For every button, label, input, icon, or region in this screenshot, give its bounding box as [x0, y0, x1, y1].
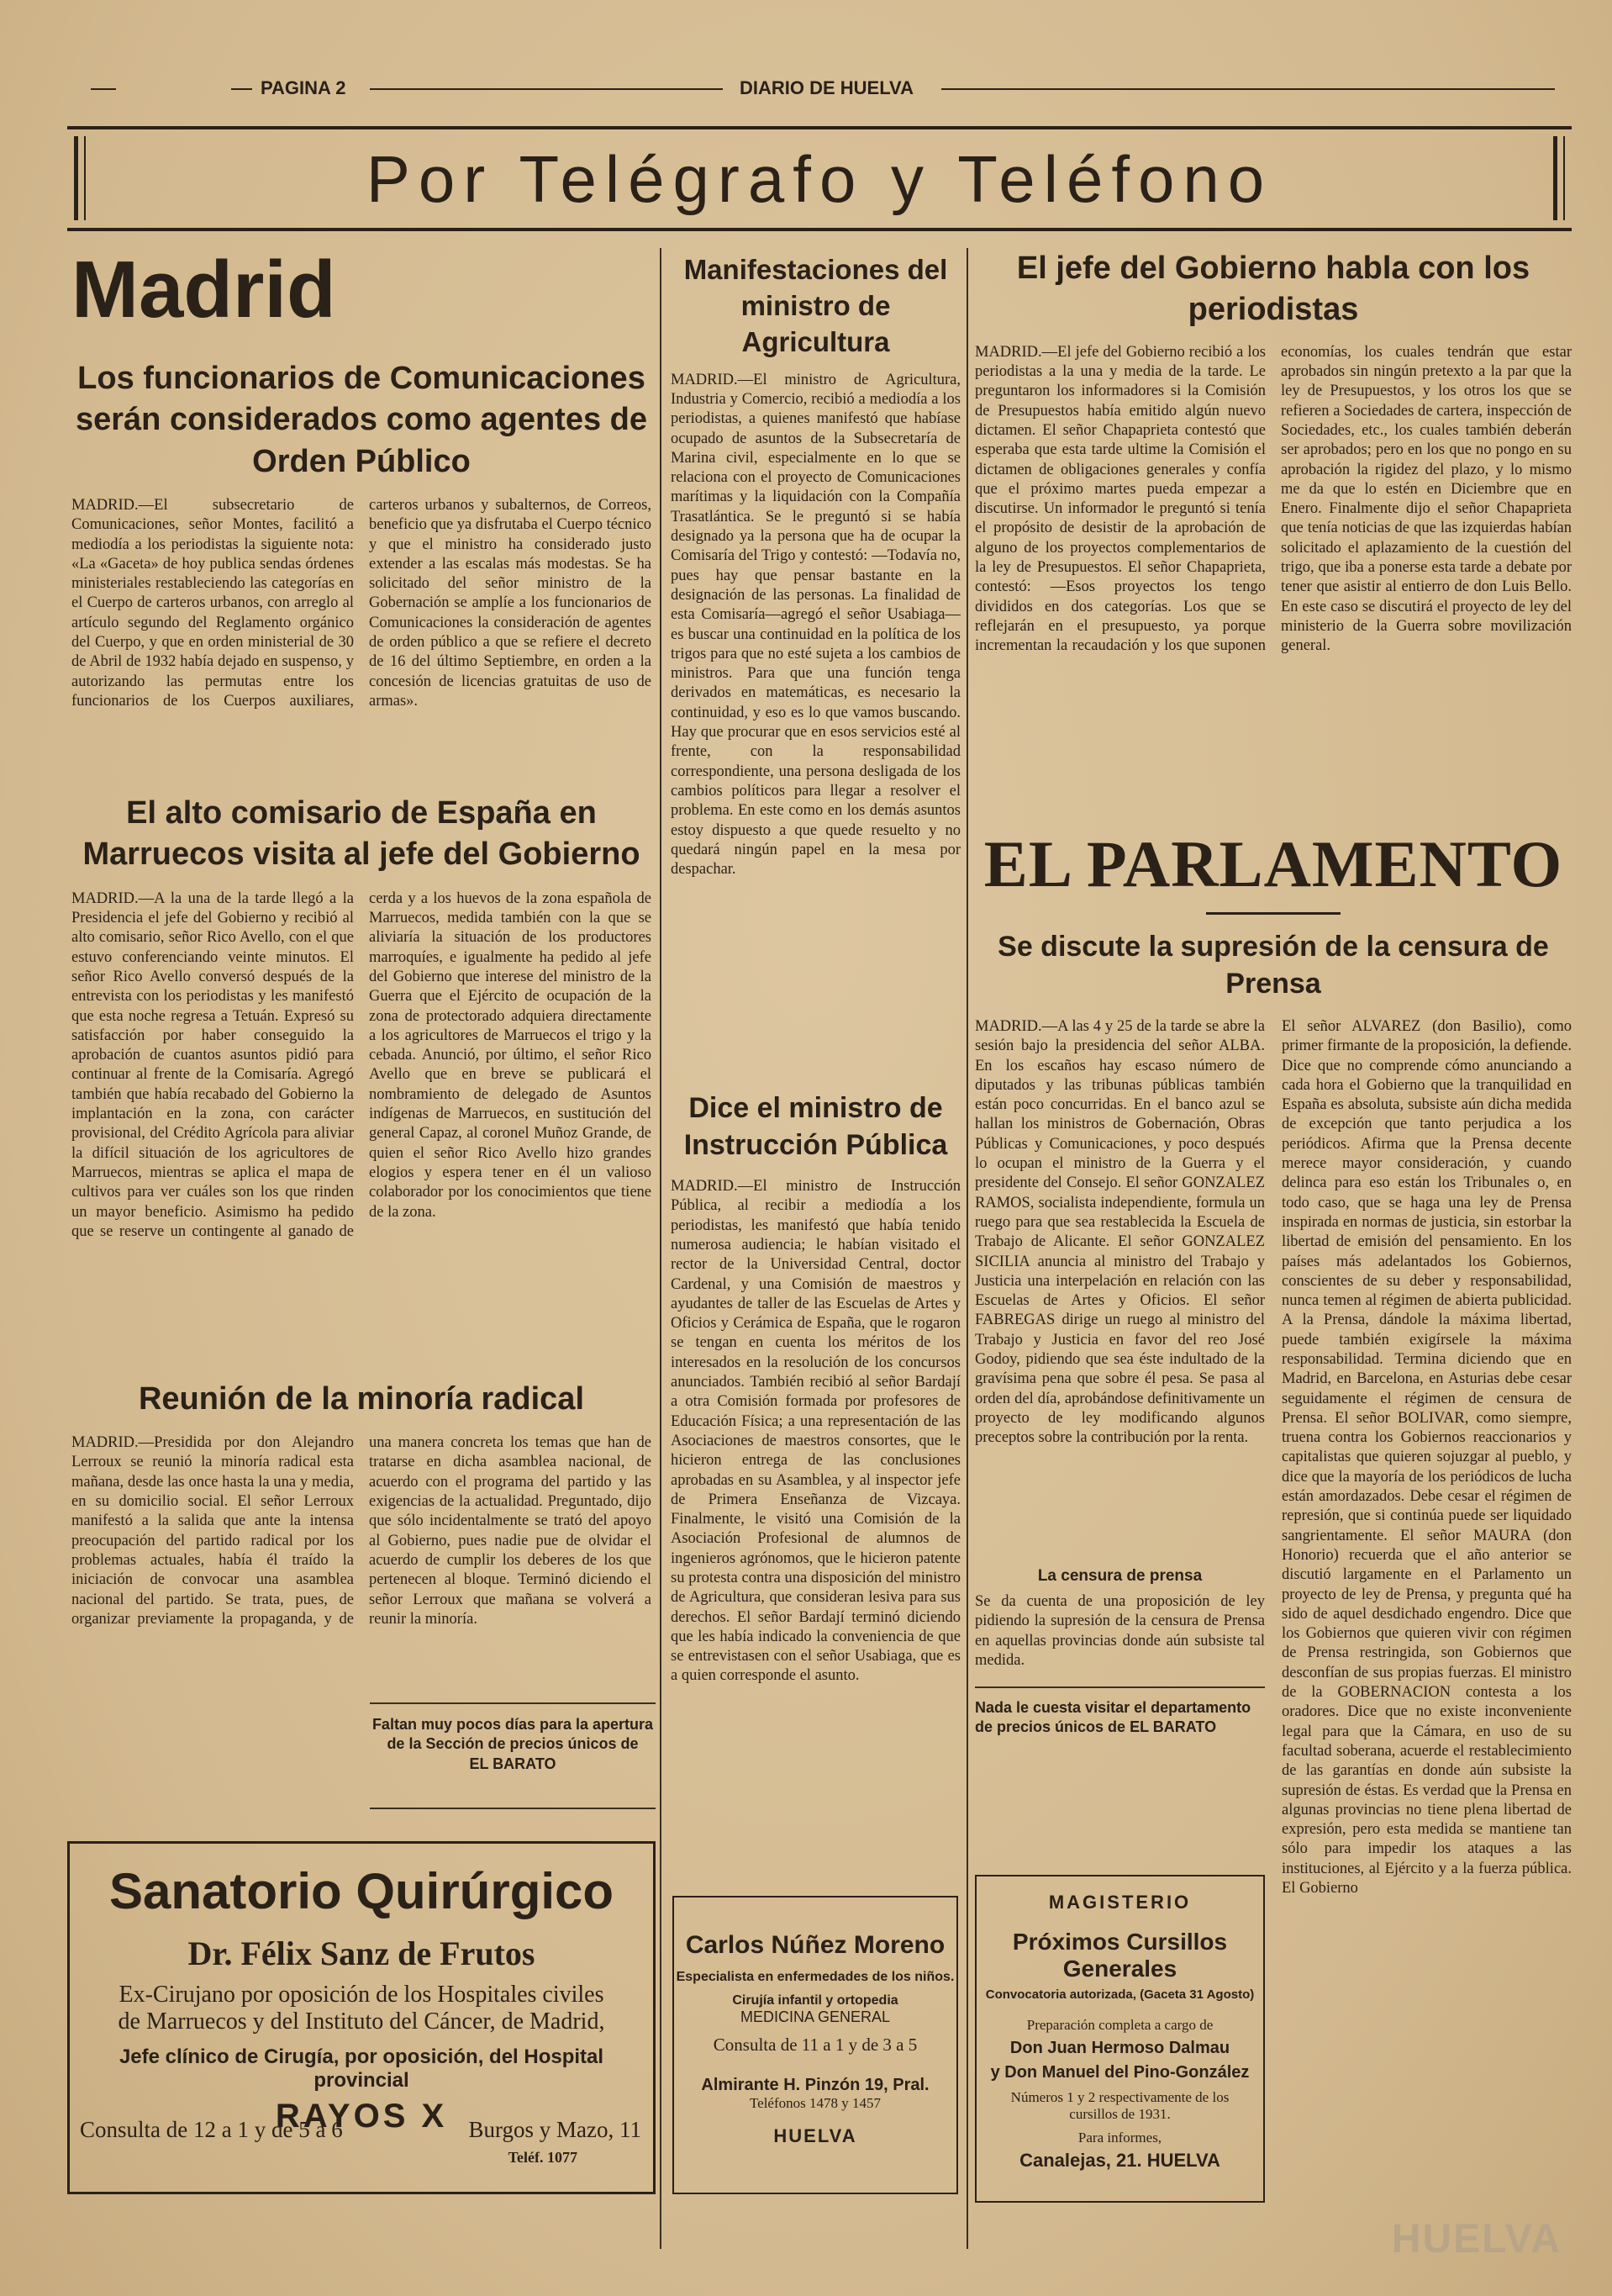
middle-column: [671, 252, 961, 1892]
article-parlamento-cont: El señor ALVAREZ (don Basilio), como primer firmante de la proposición, la defiende. Dice que no comprende cómo anunciando a cada hora el Gobierno que la tranquilidad en España es absoluta, subsiste aún dicha medida de excepción que tanto perjudica a los periódicos. Afirma que la Prensa decente merece mayor consideración, y cuando delinca para eso están los Tribunales o, en todo caso, que se haga una ley de Prensa inspirada en normas de justicia, sin estorbar la libertad de emisión del pensamiento. En los países más adelantados los Gobiernos, conscientes de su deber y responsabilidad, nunca temen al régimen de abierta publicidad. A la Prensa, dándole la máxima libertad, puede también exigírsele la máxima responsabilidad. Termina diciendo que en Madrid, en Barcelona, en Asturias debe cesar seguidamente el régimen de censura de Prensa. El señor BOLIVAR, como siempre, truena contra los Gobiernos reaccionarios y capitalistas que quieren sojuzgar al pueblo, y dice que la mayoría de los periódicos de lucha están amordazados. Debe cesar el régimen de represión, que si continúa puede ser liquidado sangrientamente. El señor MAURA (don Honorio) recuerda que el año anterior se discutió largamente en el Parlamento un proyecto de ley de Prensa, y pregunta qué ha sido de aquel desdichado engendro. Dice que los Gobiernos que quieren vivir con régimen de Prensa restringida, son Gobiernos que desconfían de sus propias fuerzas. El ministro de la GOBERNACION contesta a los oradores. Dice que no existe inconveniente legal para que la Cámara, en uso de su facultad soberana, acuerde el restablecimiento de las garantías en donde aún subsiste la supresión de éstas. Es verdad que la Prensa en algunas provincias no tiene plena libertad de expresión, pero esta medida se mantiene tan sólo para impedir los ataques a las instituciones, al Ejército y a la fuerza pública. El Gobierno: [1282, 1017, 1572, 1897]
title-rule: [1206, 912, 1341, 915]
ad-numbers: Números 1 y 2 respectivamente de los cursillos de 1931.: [1010, 2089, 1230, 2122]
column-rule: [967, 248, 968, 2249]
ad-spec: Especialista en enfermedades de los niños.: [676, 1970, 955, 1984]
ad-spec: MEDICINA GENERAL: [740, 2008, 891, 2025]
headline-minoria-radical: Reunión de la minoría radical: [138, 1380, 584, 1417]
ad-line: Jefe clínico de Cirugía, por oposición, del Hospital provincial: [119, 2045, 604, 2092]
ad-rayos: RAYOS X: [275, 2098, 448, 2135]
section-title-parlamento: EL PARLAMENTO: [983, 826, 1563, 900]
notice-rule: [370, 1808, 656, 1809]
ad-convocatoria: Convocatoria autorizada, (Gaceta 31 Agosto): [985, 1987, 1255, 2002]
article-parlamento: MADRID.—A las 4 y 25 de la tarde se abre la sesión bajo la presidencia del señor ALBA. En los escaños hay escaso número de diputados y las tribunas públicas también están poco concurridas. En el banco azul se hallan los ministros de Gobernación, Obras Públicas y Comunicaciones, y poco después lo ocupan el ministro de la Guerra y el presidente del Consejo. El señor GONZALEZ RAMOS, socialista independiente, formula un ruego para que sea restablecida la Escuela de Trabajo de Alicante. El señor GONZALEZ SICILIA anuncia al ministro del Trabajo y Justicia una interpelación en relación con las Escuelas de Artes y Oficios. El señor FABREGAS dirige un ruego al ministro del Trabajo y Justicia en favor del reo José Godoy, pidiendo que sea éste indultado de la gravísima pena que sobre él pesa. Se pasa al orden del día, aprobándose definitivamente un proyecto de ley modificando algunos preceptos sobre la contribución por la renta.: [975, 1017, 1265, 1447]
banner-ornament: [74, 136, 86, 220]
banner-title: Por Telégrafo y Teléfono: [366, 142, 1273, 216]
ad-teacher: y Don Manuel del Pino-González: [990, 2063, 1250, 2082]
notice-rule: [370, 1702, 656, 1704]
column-rule: [660, 248, 661, 2249]
article-jefe-gobierno: MADRID.—El jefe del Gobierno recibió a los periodistas a la una y media de la tarde. Le preguntaron los informadores si la Comisión de Presupuestos había emitido algún nuevo dictamen. El señor Chapaprieta contestó que esperaba que esta tarde ultime la Comisión el dictamen de obligaciones generales y confía que el próximo martes pueda empezar a discutirse. Un informador le preguntó si tenía el propósito de desistir de la aprobación de alguno de los proyectos complementarios de la ley de Presupuestos. El señor Chapaprieta, contestó: —Esos proyectos los tengo divididos en dos categorías. Los que se reflejarán en el presupuesto, ya porque incrementan la recaudación y los que suponen economías, los cuales tendrán que estar aprobados sin ningún pretexto a la par que la ley de Presupuestos, y los otros los que se refieren a Sociedades de cartera, inspección de Sociedades, etc., los cuales también deberán ser aprobados; pero en los que no pongo en su aprobación la rigidez del plazo, y lo mismo me da que lo estén en Diciembre que en Enero. Finalmente dijo el señor Chapaprieta que tenía noticias de que las izquierdas habían solicitado el aplazamiento de la cuestión del trigo, que iba a ponerse esta tarde a debate por tener que asistir al entierro de don Luis Bello. En este caso se discutirá el proyecto de ley del ministerio de la Guerra sobre movilización general.: [975, 343, 1572, 655]
headline-jefe-gobierno: El jefe del Gobierno habla con los periodistas: [1016, 251, 1530, 328]
ad-spec: Cirujía infantil y ortopedia: [732, 1993, 898, 2008]
ad-line: de Marruecos y del Instituto del Cáncer, de Madrid,: [118, 2008, 605, 2035]
notice-el-barato-2: [975, 1698, 1265, 1738]
head-rule: [941, 88, 1555, 90]
ad-magisterio: [975, 1875, 1265, 2203]
banner-ornament: [1553, 136, 1565, 220]
ad-address: Burgos y Mazo, 11: [468, 2117, 641, 2142]
ad-title: MAGISTERIO: [1048, 1892, 1192, 1913]
headline-instruccion: Dice el ministro de Instrucción Pública: [683, 1091, 948, 1161]
running-head: [67, 77, 1572, 103]
ad-hours: Consulta de 11 a 1 y de 3 a 5: [713, 2035, 918, 2055]
notice-text: Faltan muy pocos días para la apertura de la Sección de precios únicos de: [371, 1716, 654, 1753]
page-number: PAGINA 2: [261, 77, 346, 98]
ad-heading: Próximos Cursillos Generales: [1012, 1929, 1228, 1982]
headline-alto-comisario: El alto comisario de España en Marruecos visita al jefe del Gobierno: [82, 794, 640, 873]
ad-address: Almirante H. Pinzón 19, Pral.: [701, 2076, 930, 2094]
archive-watermark: HUELVA: [1391, 2217, 1562, 2262]
head-rule: [91, 88, 116, 90]
ad-hours: Consulta de 12 a 1 y de 5 a 6: [80, 2117, 343, 2142]
article-minoria-radical: MADRID.—Presidida por don Alejandro Lerroux se reunió la minoría radical esta mañana, desde las once hasta la una y media, en su domicilio social. El señor Lerroux manifestó a la salida que ante la intensa preocupación del partido radical por los problemas actuales, había él traído la iniciación de convocar una asamblea nacional del partido. Se trata, pues, de organizar previamente la propaganda, y de una manera concreta los temas que han de tratarse en dicha asamblea nacional, de acuerdo con el programa del partido y las exigencias de la actualidad. Preguntado, dijo que sólo incidentalmente se trató del apoyo al Gobierno, pues nadie pue de olvidar el acuerdo de cumplir los deberes de los que pertenecen al bloque. Terminó diciendo el señor Lerroux que mañana se volverá a reunir la minoría.: [71, 1434, 651, 1628]
ad-prep: Preparación completa a cargo de: [1026, 2017, 1214, 2033]
notice-el-barato-1: [370, 1715, 656, 1774]
headline-comunicaciones: Los funcionarios de Comunicaciones serán considerados como agentes de Orden Público: [75, 360, 647, 479]
ad-info: Para informes,: [1077, 2130, 1162, 2146]
head-rule: [370, 88, 723, 90]
notice-text: Nada le cuesta visitar el departamento de precios únicos de: [975, 1698, 1251, 1736]
subhead-censura: La censura de prensa: [1037, 1566, 1203, 1585]
ad-city: HUELVA: [773, 2125, 857, 2146]
section-title-madrid: Madrid: [71, 248, 336, 335]
section-banner: [67, 126, 1572, 231]
ad-title: Sanatorio Quirúrgico: [108, 1863, 614, 1919]
ad-teacher: Don Juan Hermoso Dalmau: [1009, 2039, 1230, 2057]
headline-censura: Se discute la supresión de la censura de Prensa: [998, 930, 1549, 1000]
headline-agricultura: Manifestaciones del ministro de Agricultura: [683, 254, 948, 357]
notice-rule: [975, 1686, 1265, 1688]
ad-address: Canalejas, 21. HUELVA: [1019, 2150, 1220, 2171]
article-instruccion: MADRID.—El ministro de Instrucción Pública, al recibir a mediodía a los periodistas, les manifestó que había tenido numerosa audiencia; le habían visitado el rector de la Universidad Central, doctor Cardenal, y una Comisión de maestros y ayudantes de taller de las Escuelas de Artes y Oficios y Cerámica de España, que le rogaron se tengan en cuenta los méritos de los interesados en la resolución de los concursos anunciados. También recibió al señor Bardají a otra Comisión formada por profesores de Educación Física; a una representación de las Asociaciones de maestros consortes, que le hicieron entrega de las conclusiones aprobadas en su Asamblea, y al inspector jefe de Primera Enseñanza de Vizcaya. Finalmente, le visitó una Comisión de la Asociación Profesional de alumnos de ingenieros agrónomos, que le hicieron patente su protesta contra una disposición del ministro de Agricultura, que consideran lesiva para sus derechos. El señor Bardají terminó diciendo que les había indicado la conveniencia de que se entrevistasen con el señor Usabiaga, que es a quien corresponde el asunto.: [671, 1178, 961, 1685]
ad-doctor: Dr. Félix Sanz de Frutos: [187, 1934, 535, 1972]
notice-brand: EL BARATO: [1130, 1718, 1217, 1736]
article-agricultura: MADRID.—El ministro de Agricultura, Industria y Comercio, recibió a mediodía a los periodistas, a quienes manifestó que habíase ocupado de asuntos de la Subsecretaría de Marina civil, especialmente en lo que se relaciona con el proyecto de Comunicaciones marítimas y la liquidación con la Compañía Trasatlántica. Se le preguntó si se había designado ya la persona que ha de ocupar la Comisaría del Trigo y contestó: —Todavía no, pues hay que pensar bastante en la designación de las personas. La finalidad de esta Comisaría—agregó el señor Usabiaga—es buscar una continuidad en la política de los trigos para que no esté sujeta a los cambios de ministros. Para que una función tenga derivados en matemáticas, es necesario la continuidad, y eso es lo que vamos buscando. Hay que procurar que en esos servicios esté al frente, con la responsabilidad correspondiente, una persona desligada de los cambios políticos para llegar a resolver el problema. En este como en los demás asuntos estoy dispuesto a que quede resuelto y no quedará ningún papel en la mesa por despachar.: [671, 371, 961, 879]
ad-name: Carlos Núñez Moreno: [685, 1931, 946, 1959]
newspaper-name: DIARIO DE HUELVA: [740, 77, 914, 98]
article-comunicaciones: MADRID.—El subsecretario de Comunicaciones, señor Montes, facilitó a mediodía a los periodistas la siguiente nota: «La «Gaceta» de hoy publica sendas órdenes ministeriales restableciendo las categorías en el Cuerpo de carteros urbanos, con arreglo al artículo segundo del Reglamento orgánico del Cuerpo, y que en orden ministerial de 30 de Abril de 1932 había dejado en suspenso, y autorizando las permutas entre los funcionarios de los Cuerpos auxiliares, carteros urbanos y subalternos, de Correos, beneficio que ya disfrutaba el Cuerpo técnico y que el ministro ha considerado justo extender a las escalas más modestas. Se ha solicitado del señor ministro de la Gobernación se amplíe a los funcionarios de Comunicaciones la consideración de agentes de orden público a que se refiere el decreto de 16 del último Septiembre, en orden a la concesión de licencias gratuitas de uso de armas».: [71, 496, 651, 710]
ad-carlos-nunez: [672, 1896, 958, 2194]
notice-brand: EL BARATO: [469, 1755, 556, 1772]
ad-phone: Teléfonos 1478 y 1457: [749, 2095, 882, 2111]
parlamento-left: [975, 1017, 1265, 1738]
article-censura: Se da cuenta de una proposición de ley pidiendo la supresión de la censura de Prensa en aquellas provincias donde aún subsiste tal medida.: [975, 1592, 1265, 1669]
ad-sanatorio-quirurgico: [67, 1841, 656, 2194]
ad-phone: Teléf. 1077: [508, 2149, 577, 2166]
article-alto-comisario: MADRID.—A la una de la tarde llegó a la Presidencia el jefe del Gobierno y recibió al alto comisario, señor Rico Avello, con el que estuvo conferenciando veinte minutos. El señor Rico Avello conversó después de la entrevista con los periodistas y les manifestó que esta noche regresa a Tetuán. Expresó su satisfacción por haber conseguido la aprobación de cuantos asuntos pidió para continuar al frente de la Comisaría. Agregó también que había recabado del Gobierno la implantación en la zona, con carácter provisional, del Crédito Agrícola para aliviar la difícil situación de los agricultores de Marruecos, mientras se aplica el mapa de cultivos para ver cuáles son los que rinden un mayor beneficio. Asimismo ha pedido que se reserve un contingente al ganado de cerda y a los huevos de la zona española de Marruecos, medida también con la que se aliviaría la situación de los productores marroquíes, e igualmente ha pedido al jefe del Gobierno que interese del ministro de la Guerra que el Ejército de ocupación de la zona de protectorado adquiera directamente a los agricultores de Marruecos el trigo y la cebada. Anunció, por último, el señor Rico Avello que en breve se publicará el nombramiento de delegado de Asuntos indígenas de Marruecos, en sustitución del general Capaz, al coronel Muñoz Grande, de quien el señor Rico Avello hizo grandes elogios y espera tener en él un valioso colaborador por los conocimientos que tiene de la zona.: [71, 889, 651, 1240]
head-rule: [231, 88, 252, 90]
ad-line: Ex-Cirujano por oposición de los Hospitales civiles: [119, 1982, 604, 2008]
